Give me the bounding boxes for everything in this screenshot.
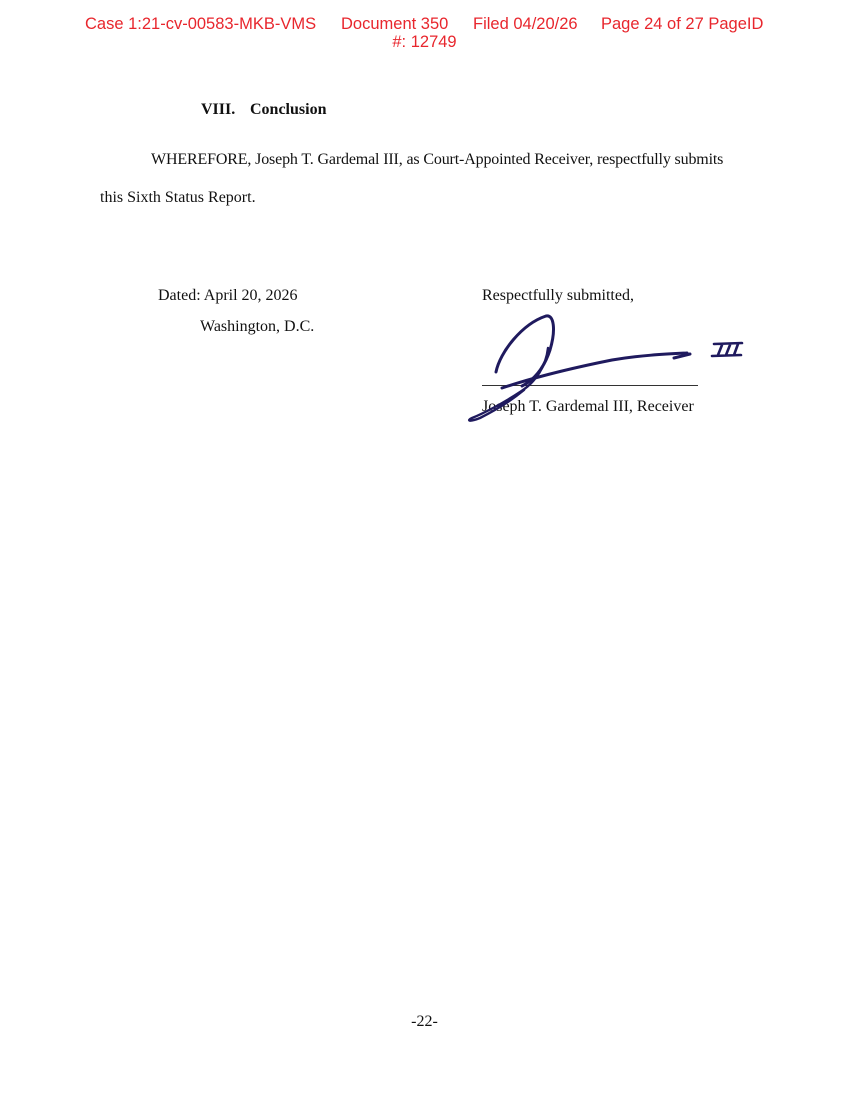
page-id: #: 12749 — [392, 33, 457, 51]
section-title: Conclusion — [250, 101, 327, 118]
document-number: Document 350 — [341, 15, 449, 33]
section-heading — [201, 101, 326, 119]
section-number: VIII. — [201, 101, 236, 118]
case-number: Case 1:21-cv-00583-MKB-VMS — [85, 15, 317, 33]
dated-line: Dated: April 20, 2026 — [158, 287, 298, 304]
handwritten-signature — [462, 310, 752, 428]
location-line: Washington, D.C. — [200, 318, 315, 335]
filed-date: Filed 04/20/26 — [473, 15, 578, 33]
page-number: -22- — [411, 1013, 438, 1030]
closing-line: Respectfully submitted, — [482, 287, 634, 304]
signer-name: Joseph T. Gardemal III, Receiver — [482, 398, 694, 415]
page-count: Page 24 of 27 PageID — [601, 15, 764, 33]
body-paragraph-line-1: WHEREFORE, Joseph T. Gardemal III, as Court-Appointed Receiver, respectfully submits — [151, 151, 724, 168]
body-paragraph-line-2: this Sixth Status Report. — [100, 189, 256, 206]
